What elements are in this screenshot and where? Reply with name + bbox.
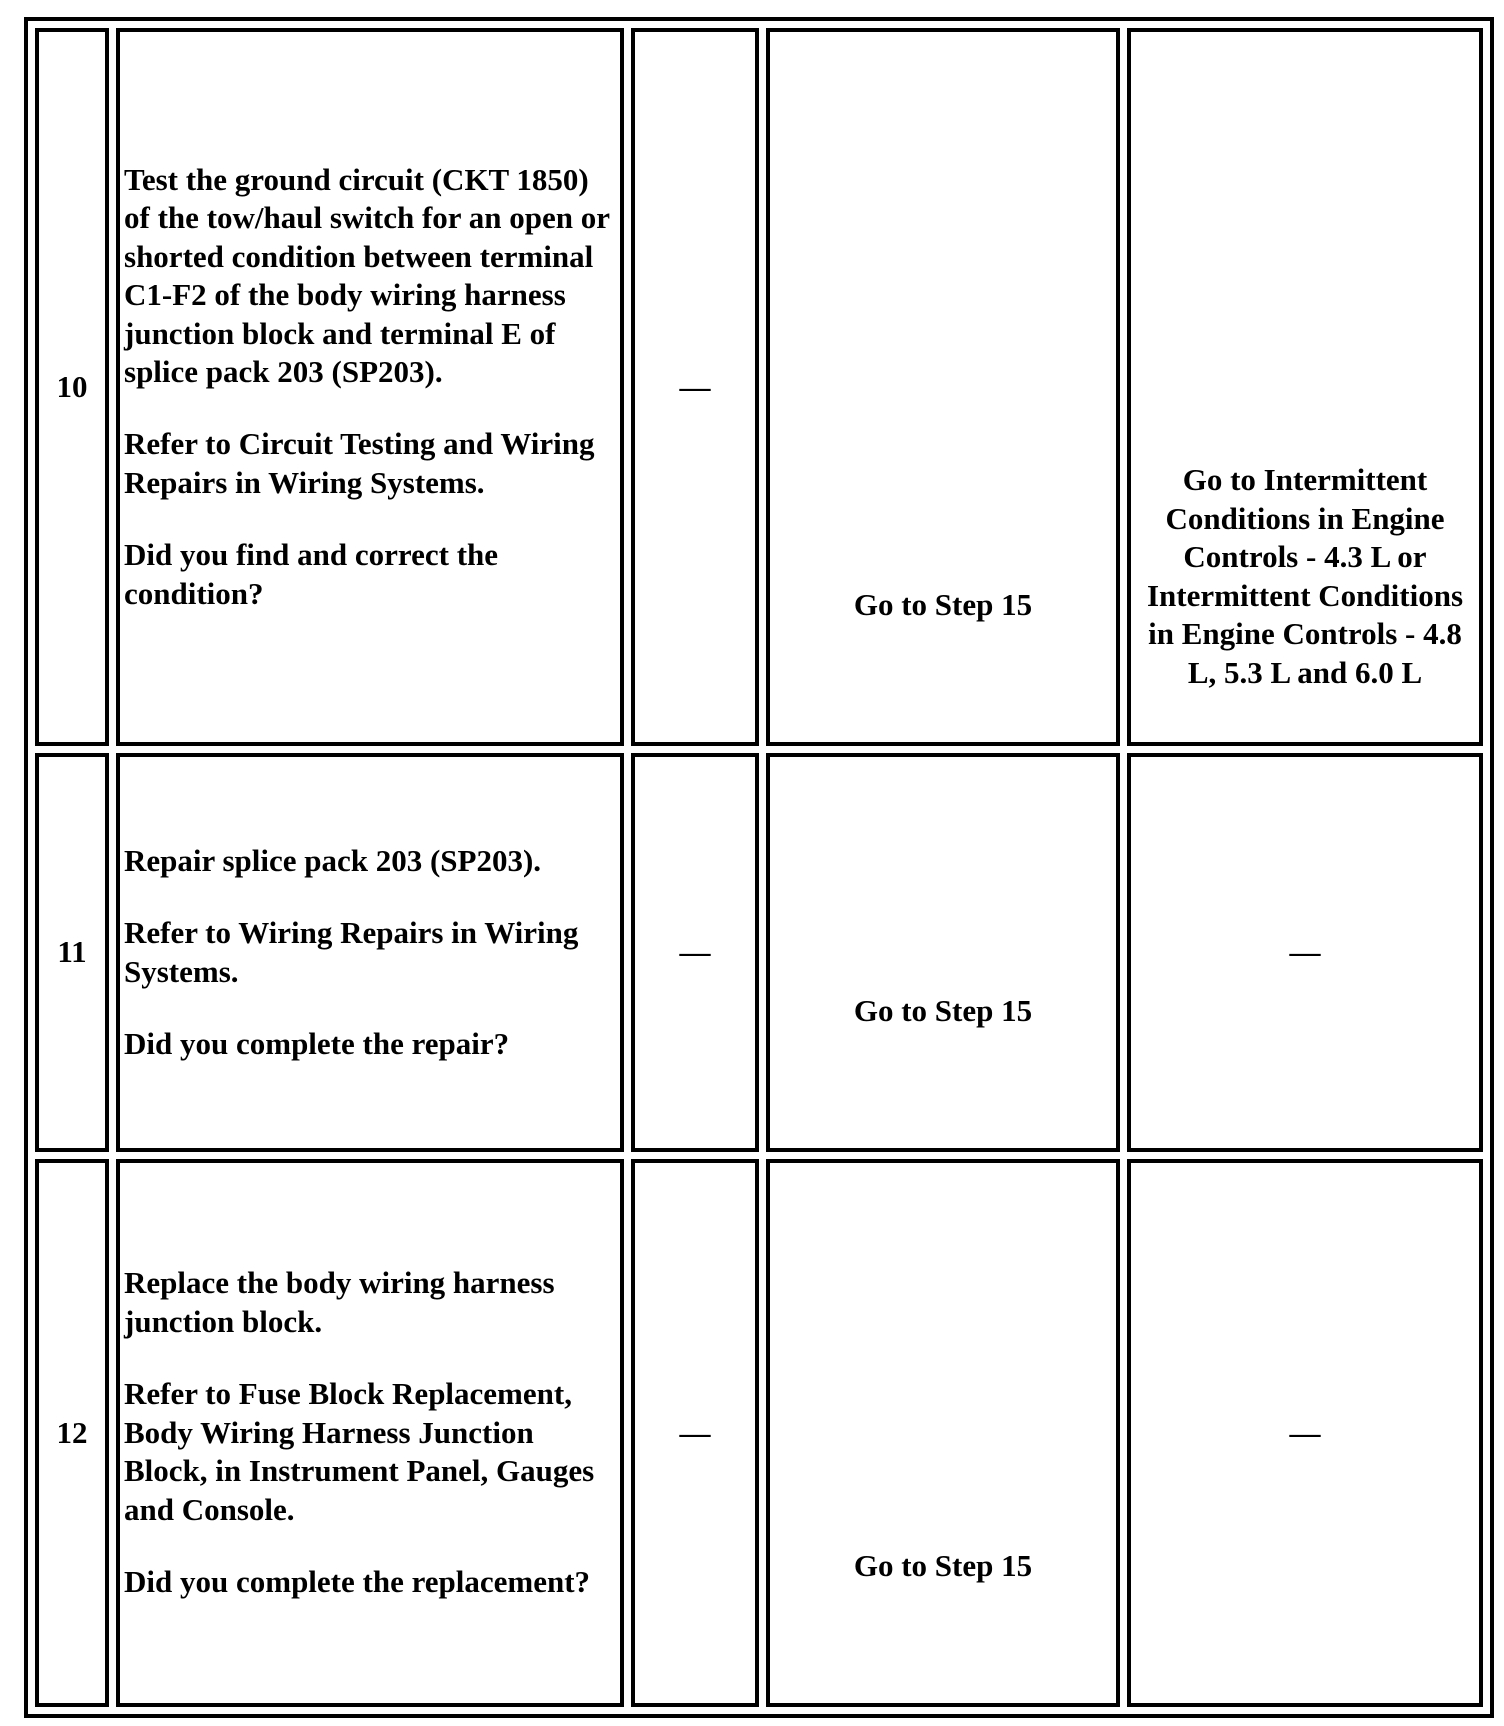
action-question: Did you complete the replacement?: [124, 1564, 591, 1600]
diagnostic-table: [24, 17, 1494, 1718]
no-action: Go to Intermittent Conditions in Engine Controls - 4.3 L or Intermittent Conditions in Engine Controls - 4.8 L, 5.3 L and 6.0 L: [1146, 462, 1464, 690]
action-instruction: Test the ground circuit (CKT 1850) of the tow/haul switch for an open or shorted condition between terminal C1-F2 of the body wiring harness junction block and terminal E of splice pack 203 (SP203).: [124, 161, 610, 389]
yes-cell: [766, 753, 1120, 1152]
no-cell: [1127, 28, 1483, 746]
step-number-cell: [35, 28, 109, 746]
yes-cell: [766, 28, 1120, 746]
value-dash: —: [679, 368, 711, 404]
value-cell: [631, 1159, 759, 1707]
table-row: [35, 753, 1483, 1152]
yes-action: Go to Step 15: [853, 586, 1033, 622]
step-number-cell: [35, 1159, 109, 1707]
no-cell: [1127, 1159, 1483, 1707]
action-question: Did you find and correct the condition?: [124, 537, 499, 611]
yes-cell: [766, 1159, 1120, 1707]
no-action: —: [1289, 934, 1321, 970]
no-action: —: [1289, 1414, 1321, 1450]
action-reference: Refer to Circuit Testing and Wiring Repairs in Wiring Systems.: [124, 426, 595, 500]
value-dash: —: [679, 934, 711, 970]
action-cell: [116, 1159, 624, 1707]
action-reference: Refer to Fuse Block Replacement, Body Wiring Harness Junction Block, in Instrument Panel, Gauges and Console.: [124, 1376, 595, 1527]
action-cell: [116, 28, 624, 746]
value-cell: [631, 753, 759, 1152]
action-instruction: Repair splice pack 203 (SP203).: [124, 842, 542, 878]
value-dash: —: [679, 1414, 711, 1450]
action-question: Did you complete the repair?: [124, 1025, 510, 1061]
step-number: 11: [57, 934, 87, 970]
table-row: [35, 28, 1483, 746]
table-row: [35, 1159, 1483, 1707]
yes-action: Go to Step 15: [853, 1547, 1033, 1583]
step-number: 10: [56, 368, 88, 404]
no-cell: [1127, 753, 1483, 1152]
step-number-cell: [35, 753, 109, 1152]
action-instruction: Replace the body wiring harness junction block.: [124, 1265, 555, 1339]
action-reference: Refer to Wiring Repairs in Wiring Systems.: [124, 915, 579, 989]
yes-action: Go to Step 15: [853, 992, 1033, 1028]
action-cell: [116, 753, 624, 1152]
value-cell: [631, 28, 759, 746]
step-number: 12: [56, 1414, 88, 1450]
